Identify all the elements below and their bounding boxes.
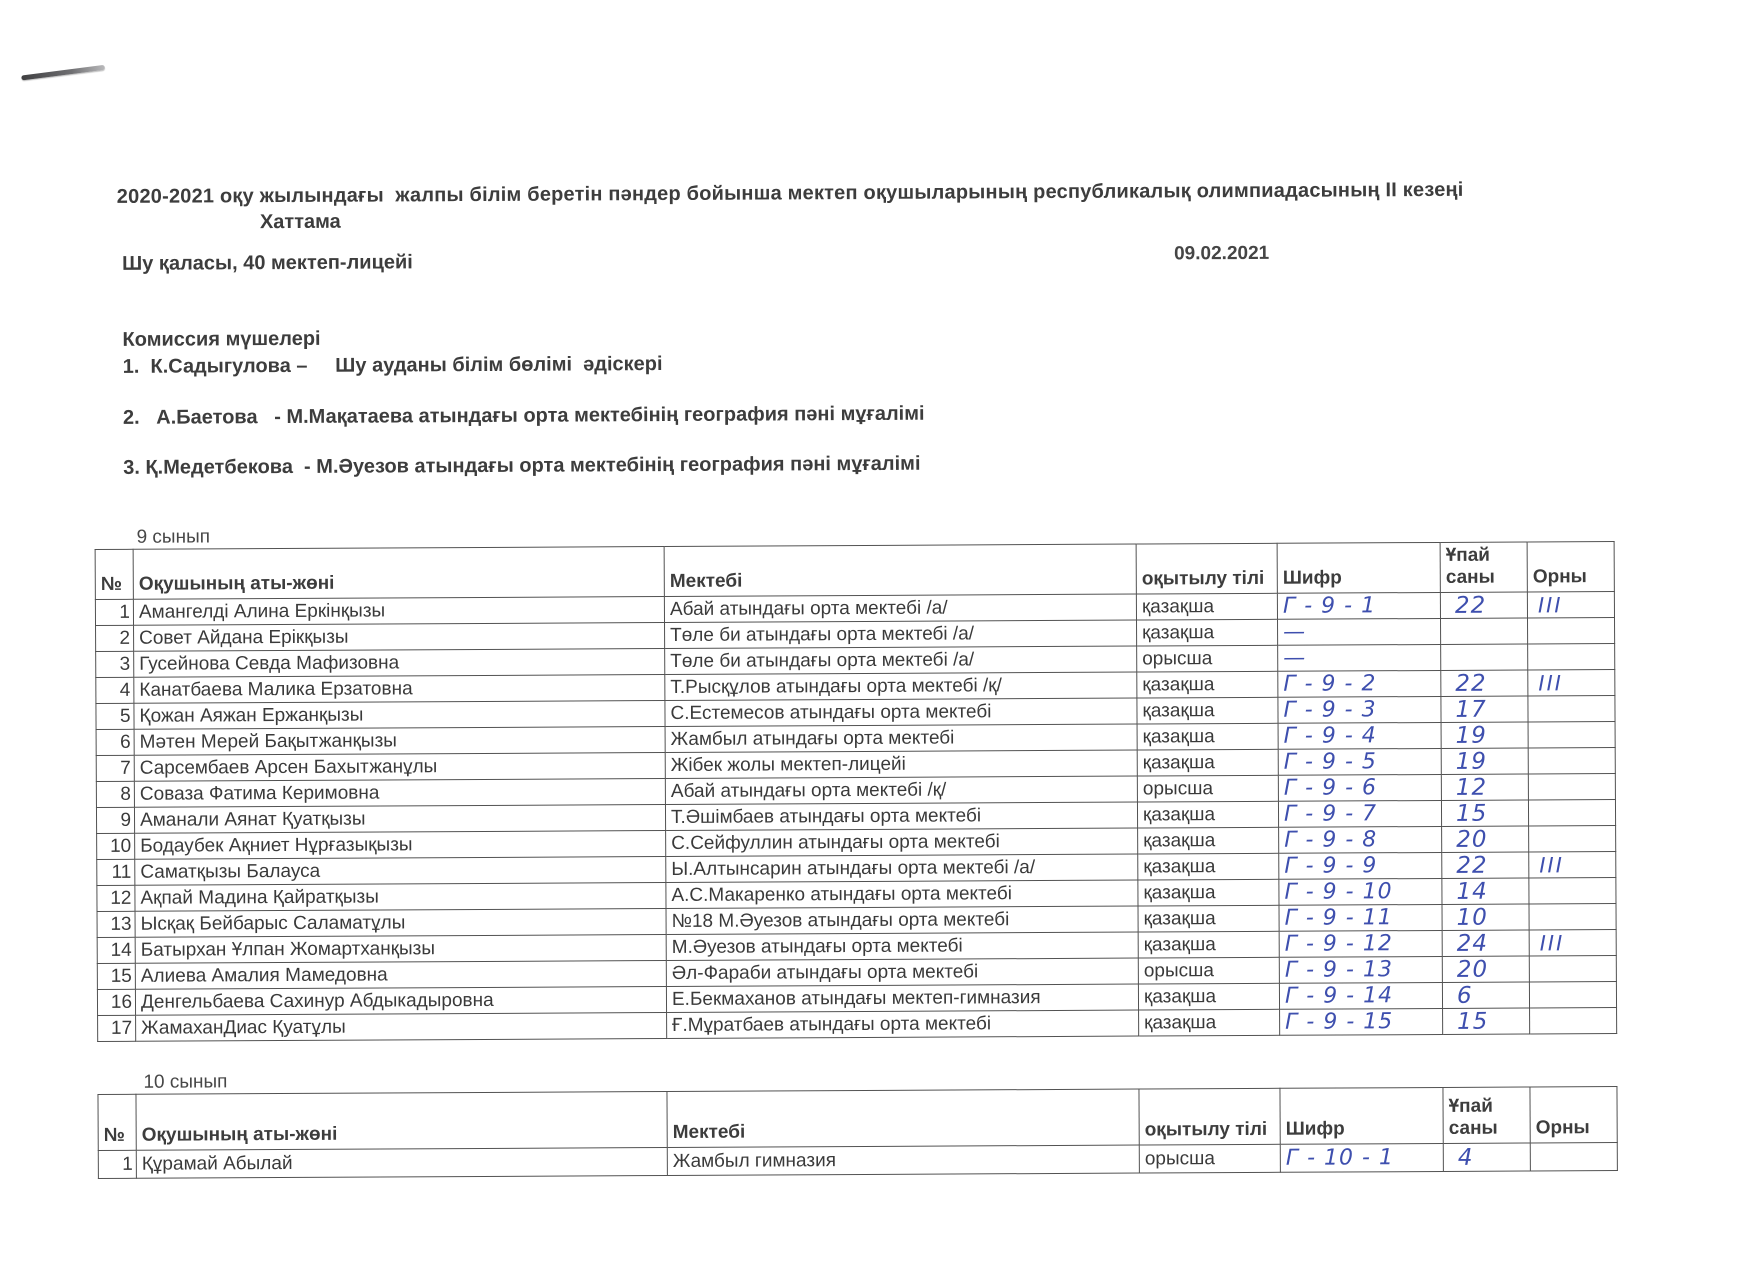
- language-cell: қазақша: [1137, 801, 1278, 828]
- name-cell: Аманали Аянат Қуатқызы: [134, 805, 665, 834]
- cipher-cell: Г - 9 - 9: [1279, 852, 1442, 879]
- school-cell: М.Әуезов атындағы орта мектебі: [666, 932, 1138, 960]
- place-cell: [1530, 1143, 1617, 1171]
- name-cell: Денгельбаева Сахинур Абдыкадыровна: [135, 987, 666, 1016]
- place-cell: [1530, 1008, 1617, 1034]
- name-cell: Гусейнова Севда Мафизовна: [134, 649, 665, 678]
- cipher-cell: Г - 9 - 5: [1278, 748, 1441, 775]
- place-cell: [1529, 956, 1616, 982]
- cipher-cell: Г - 9 - 12: [1279, 930, 1442, 957]
- num-cell: 15: [97, 963, 135, 989]
- num-cell: 1: [95, 599, 133, 625]
- document-title: 2020-2021 оқу жылындағы жалпы білім беретін пәндер бойынша мектеп оқушыларының республикалық олимпиадасының II кезеңі: [116, 178, 1464, 208]
- column-header-language: оқытылу тілі: [1136, 543, 1277, 594]
- language-cell: қазақша: [1136, 593, 1277, 620]
- place-cell: III: [1529, 930, 1616, 956]
- cipher-cell: Г - 9 - 15: [1280, 1008, 1443, 1035]
- language-cell: қазақша: [1137, 723, 1278, 750]
- cipher-cell: Г - 9 - 11: [1279, 904, 1442, 931]
- name-cell: Сарсембаев Арсен Бахытжанұлы: [134, 753, 665, 782]
- num-cell: 17: [98, 1015, 136, 1041]
- cipher-cell: Г - 10 - 1: [1280, 1143, 1443, 1172]
- commission-member-2: 2. А.Баетова - М.Мақатаева атындағы орта мектебінің география пәні мұғалімі: [122, 402, 925, 429]
- school-cell: Төле би атындағы орта мектебі /а/: [665, 646, 1137, 674]
- cipher-cell: Г - 9 - 13: [1279, 956, 1442, 983]
- column-header-num: №: [98, 1094, 136, 1150]
- name-cell: Канатбаева Малика Ерзатовна: [134, 675, 665, 704]
- school-cell: Әл-Фараби атындағы орта мектебі: [666, 958, 1138, 986]
- language-cell: қазақша: [1138, 905, 1279, 932]
- num-cell: 6: [96, 729, 134, 755]
- language-cell: қазақша: [1137, 671, 1278, 698]
- num-cell: 4: [96, 677, 134, 703]
- num-cell: 3: [96, 651, 134, 677]
- school-cell: Ғ.Мұратбаев атындағы орта мектебі: [667, 1010, 1139, 1038]
- num-cell: 2: [96, 625, 134, 651]
- name-cell: Совет Айдана Ерікқызы: [134, 623, 665, 652]
- language-cell: қазақша: [1137, 697, 1278, 724]
- place-cell: [1528, 696, 1615, 722]
- name-cell: Соваза Фатима Керимовна: [134, 779, 665, 808]
- language-cell: қазақша: [1138, 983, 1279, 1010]
- cipher-cell: Г - 9 - 8: [1279, 826, 1442, 853]
- grade-10-label: 10 сынып: [143, 1071, 228, 1093]
- score-cell: 24: [1442, 930, 1529, 956]
- column-header-name: Оқушының аты-жөні: [133, 547, 664, 600]
- school-cell: С.Сейфуллин атындағы орта мектебі: [666, 828, 1138, 856]
- column-header-place: Орны: [1530, 1087, 1617, 1143]
- grade-9-label: 9 сынып: [136, 526, 211, 548]
- language-cell: қазақша: [1137, 619, 1278, 646]
- column-header-name: Оқушының аты-жөні: [136, 1092, 667, 1151]
- cipher-cell: Г - 9 - 1: [1277, 592, 1440, 619]
- cipher-cell: —: [1278, 618, 1441, 645]
- language-cell: орысша: [1139, 1144, 1280, 1173]
- school-cell: №18 М.Әуезов атындағы орта мектебі: [666, 906, 1138, 934]
- place-cell: [1528, 800, 1615, 826]
- language-cell: орысша: [1137, 645, 1278, 672]
- place-cell: [1529, 904, 1616, 930]
- score-cell: 15: [1441, 800, 1528, 826]
- school-cell: С.Естемесов атындағы орта мектебі: [665, 698, 1137, 726]
- num-cell: 8: [96, 781, 134, 807]
- score-cell: 22: [1442, 852, 1529, 878]
- name-cell: Амангелді Алина Еркінқызы: [133, 597, 664, 626]
- score-cell: 19: [1441, 722, 1528, 748]
- language-cell: қазақша: [1139, 1009, 1280, 1036]
- score-cell: 19: [1441, 748, 1528, 774]
- commission-heading: Комиссия мүшелері: [122, 327, 321, 351]
- place-cell: [1529, 982, 1616, 1008]
- score-cell: 10: [1442, 904, 1529, 930]
- num-cell: 5: [96, 703, 134, 729]
- school-cell: Абай атындағы орта мектебі /а/: [664, 594, 1136, 622]
- language-cell: қазақша: [1138, 827, 1279, 854]
- score-cell: [1441, 644, 1528, 670]
- cipher-cell: Г - 9 - 14: [1279, 982, 1442, 1009]
- language-cell: қазақша: [1138, 879, 1279, 906]
- place-cell: [1528, 644, 1615, 670]
- name-cell: Алиева Амалия Мамедовна: [135, 961, 666, 990]
- place-cell: III: [1529, 852, 1616, 878]
- name-cell: ЖамаханДиас Қуатұлы: [136, 1013, 667, 1042]
- place-cell: III: [1528, 670, 1615, 696]
- language-cell: орысша: [1137, 775, 1278, 802]
- score-cell: 6: [1442, 982, 1529, 1008]
- score-cell: 15: [1443, 1008, 1530, 1034]
- place-cell: [1528, 774, 1615, 800]
- school-cell: Жамбыл атындағы орта мектебі: [665, 724, 1137, 752]
- score-cell: 12: [1441, 774, 1528, 800]
- num-cell: 10: [97, 833, 135, 859]
- name-cell: Саматқызы Балауса: [135, 857, 666, 886]
- school-cell: Т.Әшімбаев атындағы орта мектебі: [665, 802, 1137, 830]
- school-cell: А.С.Макаренко атындағы орта мектебі: [666, 880, 1138, 908]
- cipher-cell: —: [1278, 644, 1441, 671]
- language-cell: қазақша: [1138, 853, 1279, 880]
- name-cell: Ақпай Мадина Қайратқызы: [135, 883, 666, 912]
- column-header-language: оқытылу тілі: [1139, 1088, 1280, 1145]
- place-cell: [1528, 722, 1615, 748]
- score-cell: 17: [1441, 696, 1528, 722]
- name-cell: Ысқақ Бейбарыс Саламатұлы: [135, 909, 666, 938]
- column-header-score: Ұпай саны: [1443, 1087, 1530, 1143]
- column-header-score: Ұпай саны: [1440, 542, 1527, 592]
- column-header-school: Мектебі: [667, 1089, 1139, 1147]
- num-cell: 13: [97, 911, 135, 937]
- score-cell: 22: [1440, 592, 1527, 618]
- commission-member-1: 1. К.Садыгулова – Шу ауданы білім бөлімі әдіскері: [122, 353, 663, 378]
- num-cell: 9: [96, 807, 134, 833]
- pen-scribble-mark: [21, 65, 105, 81]
- score-cell: [1440, 618, 1527, 644]
- school-cell: Т.Рысқұлов атындағы орта мектебі /қ/: [665, 672, 1137, 700]
- name-cell: Құрамай Абылай: [136, 1148, 667, 1179]
- column-header-cipher: Шифр: [1277, 542, 1440, 593]
- num-cell: 12: [97, 885, 135, 911]
- document-date: 09.02.2021: [1174, 242, 1270, 265]
- score-cell: 22: [1441, 670, 1528, 696]
- name-cell: Батырхан Ұлпан Жомартханқызы: [135, 935, 666, 964]
- cipher-cell: Г - 9 - 4: [1278, 722, 1441, 749]
- table-header-row: [95, 542, 1614, 600]
- score-cell: 20: [1442, 826, 1529, 852]
- school-cell: Төле би атындағы орта мектебі /а/: [665, 620, 1137, 648]
- language-cell: орысша: [1138, 957, 1279, 984]
- language-cell: қазақша: [1138, 931, 1279, 958]
- cipher-cell: Г - 9 - 7: [1278, 800, 1441, 827]
- num-cell: 11: [97, 859, 135, 885]
- score-cell: 4: [1443, 1143, 1530, 1171]
- table-header-row: [98, 1087, 1617, 1151]
- place-cell: [1529, 878, 1616, 904]
- cipher-cell: Г - 9 - 3: [1278, 696, 1441, 723]
- num-cell: 16: [97, 989, 135, 1015]
- num-cell: 7: [96, 755, 134, 781]
- cipher-cell: Г - 9 - 6: [1278, 774, 1441, 801]
- school-cell: Жібек жолы мектеп-лицейі: [665, 750, 1137, 778]
- school-cell: Ы.Алтынсарин атындағы орта мектебі /а/: [666, 854, 1138, 882]
- name-cell: Бодаубек Ақниет Нұрғазықызы: [135, 831, 666, 860]
- document-subtitle: Хаттама: [259, 210, 341, 234]
- place-cell: III: [1527, 592, 1614, 618]
- location-line: Шу қаласы, 40 мектеп-лицейі: [122, 251, 413, 275]
- cipher-cell: Г - 9 - 2: [1278, 670, 1441, 697]
- language-cell: қазақша: [1137, 749, 1278, 776]
- cipher-cell: Г - 9 - 10: [1279, 878, 1442, 905]
- column-header-place: Орны: [1527, 542, 1614, 592]
- place-cell: [1527, 618, 1614, 644]
- place-cell: [1528, 748, 1615, 774]
- place-cell: [1529, 826, 1616, 852]
- grade-10-results-table: [97, 1086, 1617, 1179]
- school-cell: Е.Бекмаханов атындағы мектеп-гимназия: [666, 984, 1138, 1012]
- school-cell: Жамбыл гимназия: [667, 1145, 1139, 1175]
- num-cell: 1: [98, 1150, 136, 1178]
- grade-9-results-table: [95, 541, 1618, 1042]
- score-cell: 14: [1442, 878, 1529, 904]
- column-header-cipher: Шифр: [1280, 1087, 1443, 1144]
- num-cell: 14: [97, 937, 135, 963]
- column-header-school: Мектебі: [664, 544, 1136, 596]
- commission-member-3: 3. Қ.Медетбекова - М.Әуезов атындағы орта мектебінің география пәні мұғалімі: [123, 452, 921, 479]
- name-cell: Мәтен Мерей Бақытжанқызы: [134, 727, 665, 756]
- name-cell: Қожан Аяжан Ержанқызы: [134, 701, 665, 730]
- school-cell: Абай атындағы орта мектебі /қ/: [665, 776, 1137, 804]
- score-cell: 20: [1442, 956, 1529, 982]
- column-header-num: №: [95, 549, 133, 599]
